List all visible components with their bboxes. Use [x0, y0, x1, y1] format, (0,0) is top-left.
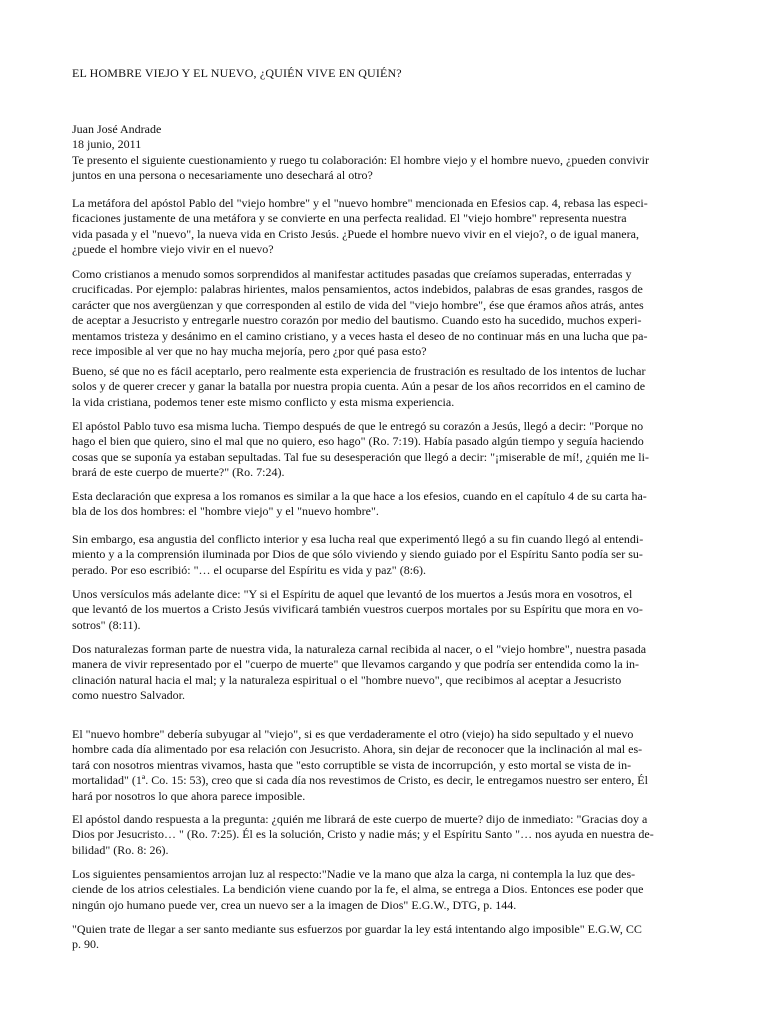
paragraph-line: Unos versículos más adelante dice: "Y si el Espíritu de aquel que levantó de los muertos a Jesús mora en vosotros, el: [72, 587, 633, 601]
paragraph-line: mortalidad" (1ª. Co. 15: 53), creo que si cada día nos revestimos de Cristo, es decir, le entregamos nuestro ser entero, Él: [72, 773, 648, 788]
paragraph-11: [72, 812, 700, 858]
paragraph-line: ¿puede el hombre viejo vivir en el nuevo?: [72, 242, 274, 257]
paragraph-6: [72, 489, 700, 520]
paragraph-line: la vida cristiana, podemos tener este mismo conflicto y esta misma experiencia.: [72, 394, 455, 409]
paragraph-line: cosas que se suponía ya estaban sepultadas. Tal fue su desesperación que llegó a decir: "¡miserable de mí!, ¿quién me li-: [72, 449, 649, 464]
paragraph-line: carácter que nos avergüenzan y que corresponden al estilo de vida del "viejo hombre", ése que éramos años atrás, antes: [72, 297, 644, 312]
paragraph-line: ficaciones justamente de una metáfora y se convierte en una perfecta realidad. El "viejo hombre" representa nuestra: [72, 211, 627, 226]
document-title: EL HOMBRE VIEJO Y EL NUEVO, ¿QUIÉN VIVE EN QUIÉN?: [72, 66, 402, 80]
paragraph-2: [72, 196, 700, 258]
paragraph-line: ningún ojo humano puede ver, crea un nuevo ser a la imagen de Dios" E.G.W., DTG, p. 144.: [72, 897, 517, 912]
paragraph-line: que levantó de los muertos a Cristo Jesús vivificará también vuestros cuerpos mortales por su Espíritu que mora en vo-: [72, 602, 643, 617]
paragraph-10: [72, 727, 700, 804]
paragraph-line: mentamos tristeza y desánimo en el camino cristiano, y a veces hasta el deseo de no continuar más en una lucha que pa-: [72, 328, 648, 343]
author-name: Juan José Andrade: [72, 122, 162, 136]
paragraph-line: El apóstol dando respuesta a la pregunta: ¿quién me librará de este cuerpo de muerte? dijo de inmediato: "Gracias doy a: [72, 812, 648, 826]
paragraph-5: [72, 419, 700, 481]
paragraph-9: [72, 642, 700, 704]
paragraph-line: Dios por Jesucristo… " (Ro. 7:25). Él es la solución, Cristo y nadie más; y el Espíritu Santo "… nos ayuda en nuestra de-: [72, 827, 654, 842]
paragraph-line: rece imposible al ver que no hay mucha mejoría, pero ¿por qué pasa esto?: [72, 344, 427, 359]
paragraph-line: Como cristianos a menudo somos sorprendidos al manifestar actitudes pasadas que creíamos superadas, enterradas y: [72, 267, 632, 281]
paragraph-line: Te presento el siguiente cuestionamiento y ruego tu colaboración: El hombre viejo y el hombre nuevo, ¿pueden convivir: [72, 153, 649, 167]
paragraph-3: [72, 267, 700, 359]
paragraph-line: miento y a la comprensión iluminada por Dios de que sólo viviendo y siendo guiado por el Espíritu Santo podía ser su-: [72, 547, 643, 562]
paragraph-line: vida pasada y el "nuevo", la nueva vida en Cristo Jesús. ¿Puede el hombre nuevo vivir en el viejo?, o de igual manera,: [72, 226, 639, 241]
paragraph-line: La metáfora del apóstol Pablo del "viejo hombre" y el "nuevo hombre" mencionada en Efesios cap. 4, rebasa las especi-: [72, 196, 648, 210]
paragraph-line: bilidad" (Ro. 8: 26).: [72, 842, 169, 857]
paragraph-line: hará por nosotros lo que ahora parece imposible.: [72, 788, 306, 803]
paragraph-line: Esta declaración que expresa a los romanos es similar a la que hace a los efesios, cuando en el capítulo 4 de su carta ha-: [72, 489, 647, 503]
paragraph-line: clinación natural hacia el mal; y la naturaleza espiritual o el "hombre nuevo", que recibimos al aceptar a Jesucristo: [72, 672, 622, 687]
paragraph-line: solos y de querer crecer y ganar la batalla por nuestra propia cuenta. Aún a pesar de los años recorridos en el camino de: [72, 379, 646, 394]
paragraph-line: Bueno, sé que no es fácil aceptarlo, pero realmente esta experiencia de frustración es resultado de los intentos de luchar: [72, 364, 646, 378]
paragraph-line: hombre cada día alimentado por esa relación con Jesucristo. Ahora, sin dejar de reconocer que la inclinación al mal es-: [72, 742, 643, 757]
paragraph-1: [72, 153, 700, 184]
paragraph-line: bla de los dos hombres: el "hombre viejo" y el "nuevo hombre".: [72, 504, 379, 519]
paragraph-line: ciende de los atrios celestiales. La bendición viene cuando por la fe, el alma, se entrega a Dios. Entonces ese poder que: [72, 882, 644, 897]
paragraph-line: hago el bien que quiero, sino el mal que no quiero, eso hago" (Ro. 7:19). Había pasado algún tiempo y seguía haciendo: [72, 434, 644, 449]
paragraph-line: de aceptar a Jesucristo y entregarle nuestro corazón por medio del bautismo. Cuando esto ha sucedido, muchos experi-: [72, 313, 642, 328]
paragraph-line: Dos naturalezas forman parte de nuestra vida, la naturaleza carnal recibida al nacer, o el "viejo hombre", nuestra pasada: [72, 642, 647, 656]
paragraph-line: sotros" (8:11).: [72, 617, 141, 632]
paragraph-line: Sin embargo, esa angustia del conflicto interior y esa lucha real que experimentó llegó a su fin cuando llegó al entendi-: [72, 532, 644, 546]
paragraph-line: crucificadas. Por ejemplo: palabras hirientes, malos pensamientos, actos indebidos, palabras de esas grandes, rasgos de: [72, 282, 643, 297]
paragraph-line: perado. Por eso escribió: "… el ocuparse del Espíritu es vida y paz" (8:6).: [72, 562, 427, 577]
paragraph-7: [72, 532, 700, 578]
document-meta: [72, 122, 702, 153]
paragraph-8: [72, 587, 700, 633]
paragraph-4: [72, 364, 700, 410]
paragraph-line: "Quien trate de llegar a ser santo mediante sus esfuerzos por guardar la ley está intentando algo imposible" E.G.W, CC: [72, 922, 642, 936]
paragraph-13: [72, 922, 700, 953]
paragraph-line: tará con nosotros mientras vivamos, hasta que "esto corruptible se vista de incorrupción, y esto mortal se vista de in-: [72, 757, 632, 772]
paragraph-line: El apóstol Pablo tuvo esa misma lucha. Tiempo después de que le entregó su corazón a Jesús, llegó a decir: "Porque no: [72, 419, 644, 433]
paragraph-line: El "nuevo hombre" debería subyugar al "viejo", si es que verdaderamente el otro (viejo) ha sido sepultado y el nuevo: [72, 727, 634, 741]
paragraph-line: p. 90.: [72, 937, 99, 952]
paragraph-line: brará de este cuerpo de muerte?" (Ro. 7:24).: [72, 465, 285, 480]
paragraph-12: [72, 867, 700, 913]
paragraph-line: Los siguientes pensamientos arrojan luz al respecto:"Nadie ve la mano que alza la carga, ni contempla la luz que des-: [72, 867, 636, 881]
paragraph-line: como nuestro Salvador.: [72, 688, 185, 703]
paragraph-line: juntos en una persona o necesariamente uno desechará al otro?: [72, 168, 373, 183]
paragraph-line: manera de vivir representado por el "cuerpo de muerte" que llevamos cargando y que podría ser entendida como la in-: [72, 657, 640, 672]
publish-date: 18 junio, 2011: [72, 137, 142, 152]
